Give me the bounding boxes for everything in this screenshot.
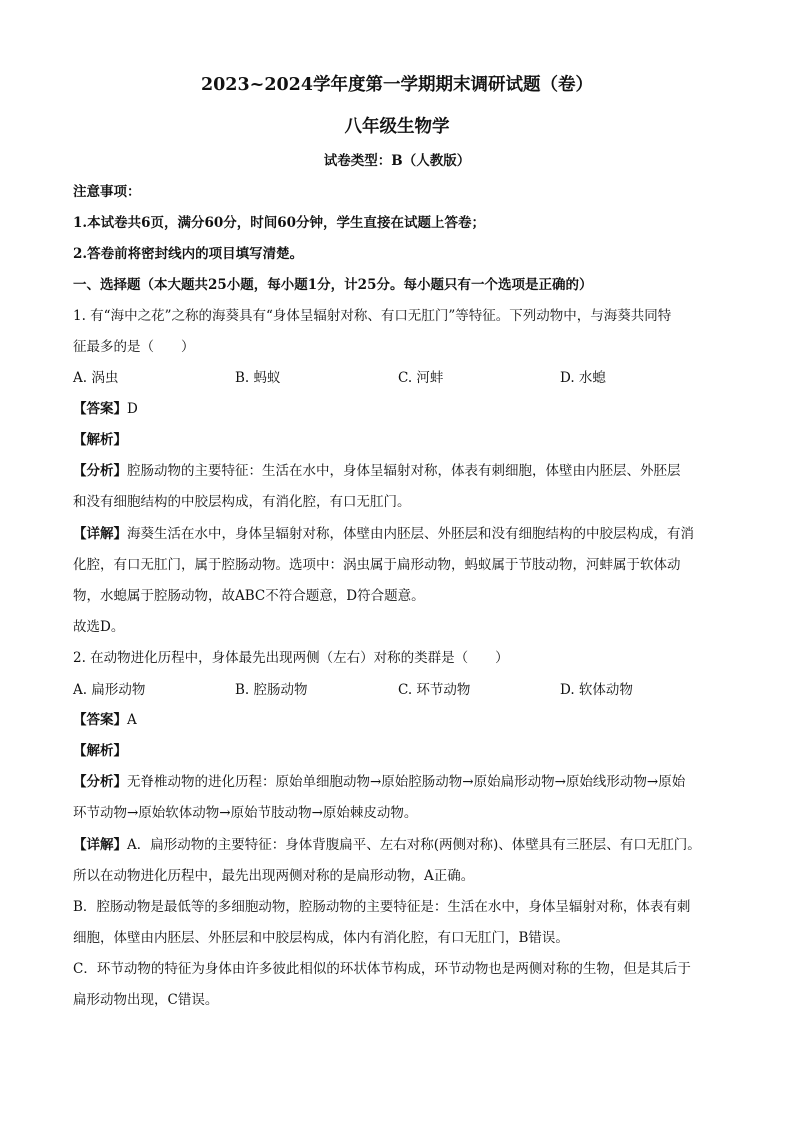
paper-type: 试卷类型：B（人教版） xyxy=(323,153,471,169)
q2-option-d: D. 软体动物 xyxy=(560,682,633,698)
q2-answer: 【答案】A xyxy=(73,712,137,728)
section-tag: 【答案】 xyxy=(73,401,127,417)
section-tag: 【解析】 xyxy=(73,743,127,759)
q1-analysis-tag xyxy=(73,430,723,450)
q1-option-d: D. 水螅 xyxy=(560,370,606,386)
notes-heading: 注意事项： xyxy=(73,184,141,200)
q1-option-c: C. 河蚌 xyxy=(398,370,444,386)
q2-option-a: A. 扁形动物 xyxy=(73,682,146,698)
q2-detail-line-3: B．腔肠动物是最低等的多细胞动物，腔肠动物的主要特征是：生活在水中，身体呈辐射对称，体表有刺 xyxy=(73,899,691,915)
section-tag: 【解析】 xyxy=(73,432,127,448)
notes-item-1: 1.本试卷共6页，满分60分，时间60分钟，学生直接在试题上答卷； xyxy=(73,215,486,231)
q1-answer: 【答案】D xyxy=(73,401,138,417)
q1-analysis-line-1: 【分析】腔肠动物的主要特征：生活在水中，身体呈辐射对称，体表有刺细胞，体壁由内胚层、外胚层 xyxy=(73,463,681,479)
q2-detail-line-5: C．环节动物的特征为身体由许多彼此相似的环状体节构成，环节动物也是两侧对称的生物，但是其后于 xyxy=(73,961,691,977)
q2-analysis-line-2: 环节动物→原始软体动物→原始节肢动物→原始棘皮动物。 xyxy=(73,805,418,821)
q1-detail-line-1: 【详解】海葵生活在水中，身体呈辐射对称，体壁由内胚层、外胚层和没有细胞结构的中胶层构成，有消 xyxy=(73,526,694,542)
section-tag: 【详解】 xyxy=(73,526,127,542)
notes-item-2: 2.答卷前将密封线内的项目填写清楚。 xyxy=(73,246,304,262)
section-tag: 【答案】 xyxy=(73,712,127,728)
q2-detail-line-2: 所以在动物进化历程中，最先出现两侧对称的是扁形动物，A正确。 xyxy=(73,868,475,884)
section-heading: 一、选择题（本大题共25小题，每小题1分，计25分。每小题只有一个选项是正确的） xyxy=(73,277,593,293)
section-tag: 【详解】 xyxy=(73,837,127,853)
q1-analysis-line-2: 和没有细胞结构的中胶层构成，有消化腔，有口无肛门。 xyxy=(73,494,411,510)
q2-detail-line-1: 【详解】A．扁形动物的主要特征：身体背腹扁平、左右对称(两侧对称)、体壁具有三胚层、有口无肛门。 xyxy=(73,837,701,853)
q1-conclusion: 故选D。 xyxy=(73,619,125,635)
q1-detail-line-2: 化腔，有口无肛门，属于腔肠动物。选项中：涡虫属于扁形动物，蚂蚁属于节肢动物，河蚌属于软体动 xyxy=(73,557,681,573)
q1-stem-line-2: 征最多的是（ ） xyxy=(73,339,195,355)
q2-option-b: B. 腔肠动物 xyxy=(235,682,308,698)
exam-title: 2023~2024学年度第一学期期末调研试题（卷） xyxy=(200,75,594,95)
q2-detail-line-6: 扁形动物出现，C错误。 xyxy=(73,992,219,1008)
subject-title: 八年级生物学 xyxy=(344,117,450,137)
q1-detail-line-3: 物，水螅属于腔肠动物，故ABC不符合题意，D符合题意。 xyxy=(73,588,425,604)
q1-option-b: B. 蚂蚁 xyxy=(235,370,281,386)
q2-analysis-tag xyxy=(73,741,723,761)
q2-detail-line-4: 细胞，体壁由内胚层、外胚层和中胶层构成，体内有消化腔，有口无肛门，B错误。 xyxy=(73,930,569,946)
q1-option-a: A. 涡虫 xyxy=(73,370,119,386)
q2-option-c: C. 环节动物 xyxy=(398,682,471,698)
section-tag: 【分析】 xyxy=(73,463,127,479)
section-tag: 【分析】 xyxy=(73,774,127,790)
q2-analysis-line-1: 【分析】无脊椎动物的进化历程：原始单细胞动物→原始腔肠动物→原始扁形动物→原始线形动物→原始 xyxy=(73,774,686,790)
q1-stem-line-1: 1. 有“海中之花”之称的海葵具有“身体呈辐射对称、有口无肛门”等特征。下列动物中，与海葵共同特 xyxy=(73,308,672,324)
q2-stem: 2. 在动物进化历程中，身体最先出现两侧（左右）对称的类群是（ ） xyxy=(73,650,509,666)
